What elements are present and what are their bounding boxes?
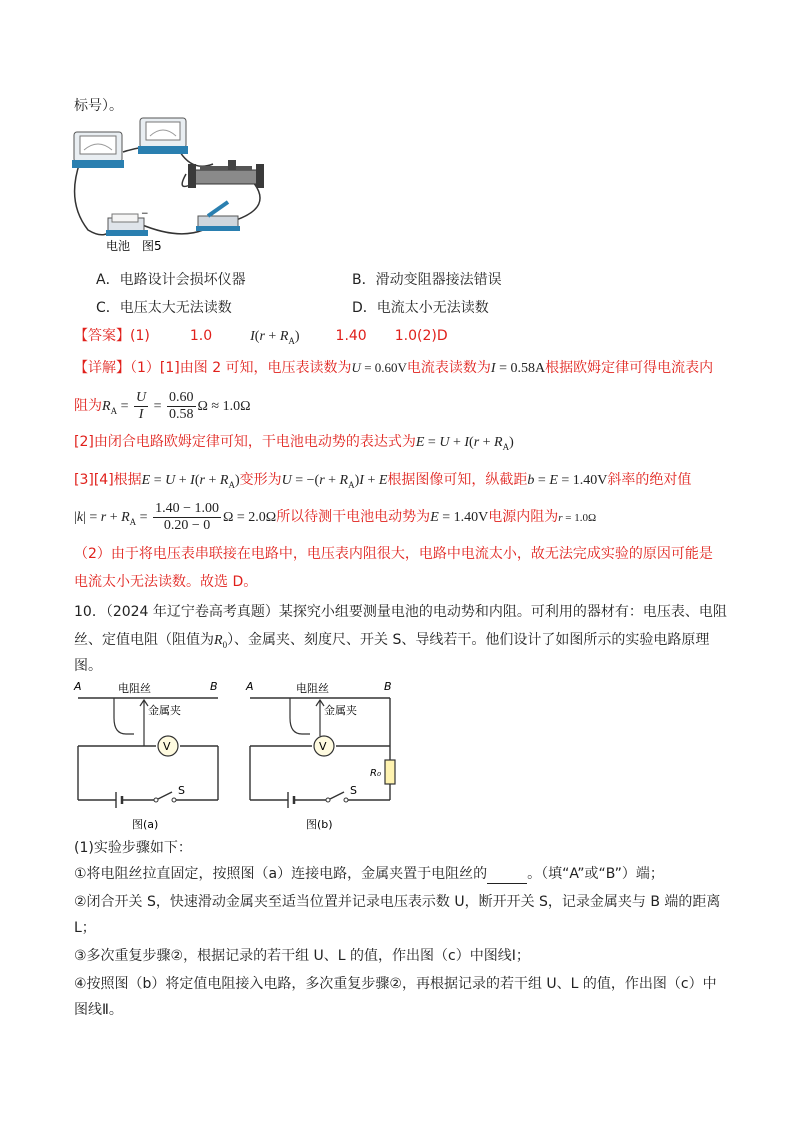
step-2-line-2: L； bbox=[74, 920, 96, 936]
svg-text:电阻丝: 电阻丝 bbox=[118, 682, 151, 695]
circuit-diagram-a bbox=[68, 678, 228, 834]
svg-text:R₀: R₀ bbox=[370, 768, 381, 779]
svg-text:图(a): 图(a) bbox=[132, 818, 159, 831]
answer-formula: $I(r + R_A)$ bbox=[250, 329, 300, 346]
option-a: A．电路设计会损坏仪器 bbox=[96, 272, 246, 288]
option-c: C．电压太大无法读数 bbox=[96, 300, 232, 316]
svg-text:A: A bbox=[74, 680, 82, 693]
answer-label: 【答案】 bbox=[74, 328, 130, 344]
svg-text:B: B bbox=[384, 680, 392, 693]
detail-line-5: $|k| = r + R_A$ = $\frac{1.40 - 1.00}{0.20 - 0}$ Ω = 2.0Ω所以待测干电池电动势为E = 1.40V电源内阻为r = 1.0Ω bbox=[74, 501, 597, 534]
fig5-apparatus-image bbox=[68, 112, 278, 258]
svg-text:B: B bbox=[210, 680, 218, 693]
svg-text:A: A bbox=[246, 680, 254, 693]
answer-line: 【答案】(1) 1.0 $I(r + R_A)$ 1.40 1.0(2)D bbox=[74, 328, 448, 346]
steps-title: (1)实验步骤如下： bbox=[74, 840, 192, 856]
detail-line-4: [3][4]根据$E = U + I(r + R_A)$变形为$U = -(r + R_A)I + E$根据图像可知，纵截距b = E = 1.40V斜率的绝对值 bbox=[74, 472, 692, 490]
step-2-line-1: ②闭合开关 S，快速滑动金属夹至适当位置并记录电压表示数 U，断开开关 S，记录金属夹与 B 端的距离 bbox=[74, 894, 721, 910]
answer-blank[interactable] bbox=[487, 869, 527, 884]
svg-text:图(b): 图(b) bbox=[306, 818, 333, 831]
svg-text:S: S bbox=[350, 784, 357, 797]
q10-line-2: 丝、定值电阻（阻值为$R_0$）、金属夹、刻度尺、开关 S、导线若干。他们设计了如图所示的实验电路原理 bbox=[74, 632, 710, 650]
svg-text:金属夹: 金属夹 bbox=[148, 704, 181, 717]
detail-line-1: 【详解】（1）[1]由图 2 可知，电压表读数为U = 0.60V电流表读数为I = 0.58A根据欧姆定律可得电流表内 bbox=[74, 360, 714, 376]
svg-text:V: V bbox=[319, 740, 327, 753]
fig5-caption: 图5 bbox=[142, 239, 162, 253]
svg-text:S: S bbox=[178, 784, 185, 797]
step-1: ①将电阻丝拉直固定，按照图（a）连接电路，金属夹置于电阻丝的 。（填“A”或“B”）端； bbox=[74, 866, 664, 882]
step-4-line-1: ④按照图（b）将定值电阻接入电路，多次重复步骤②，再根据记录的若干组 U、L 的值，作出图（c）中 bbox=[74, 976, 717, 992]
detail-line-7: 电流太小无法读数。故选 D。 bbox=[74, 574, 258, 590]
top-fragment: 标号）。 bbox=[74, 98, 123, 114]
circuit-diagram-b bbox=[240, 678, 410, 834]
detail-line-6: （2）由于将电压表串联接在电路中，电压表内阻很大，电路中电流太小，故无法完成实验的原因可能是 bbox=[74, 546, 713, 562]
detail-line-3: [2]由闭合电路欧姆定律可知，干电池电动势的表达式为$E = U + I(r + R_A)$ bbox=[74, 434, 514, 452]
battery-label: 电池 bbox=[106, 239, 131, 253]
q10-line-1: 10．（2024 年辽宁卷高考真题）某探究小组要测量电池的电动势和内阻。可利用的器材有：电压表、电阻 bbox=[74, 604, 727, 620]
step-3: ③多次重复步骤②，根据记录的若干组 U、L 的值，作出图（c）中图线Ⅰ； bbox=[74, 948, 530, 964]
svg-text:电阻丝: 电阻丝 bbox=[296, 682, 329, 695]
svg-text:−: − bbox=[141, 209, 149, 219]
detail-line-2: 阻为$R_A$ = $\frac{U}{I}$ = $\frac{0.60}{0.58}$ Ω ≈ 1.0Ω bbox=[74, 390, 251, 423]
step-4-line-2: 图线Ⅱ。 bbox=[74, 1002, 123, 1018]
option-b: B．滑动变阻器接法错误 bbox=[352, 272, 502, 288]
svg-text:V: V bbox=[163, 740, 171, 753]
svg-text:金属夹: 金属夹 bbox=[324, 704, 357, 717]
option-d: D．电流太小无法读数 bbox=[352, 300, 489, 316]
q10-line-3: 图。 bbox=[74, 658, 102, 674]
detail-label: 【详解】 bbox=[74, 360, 130, 376]
